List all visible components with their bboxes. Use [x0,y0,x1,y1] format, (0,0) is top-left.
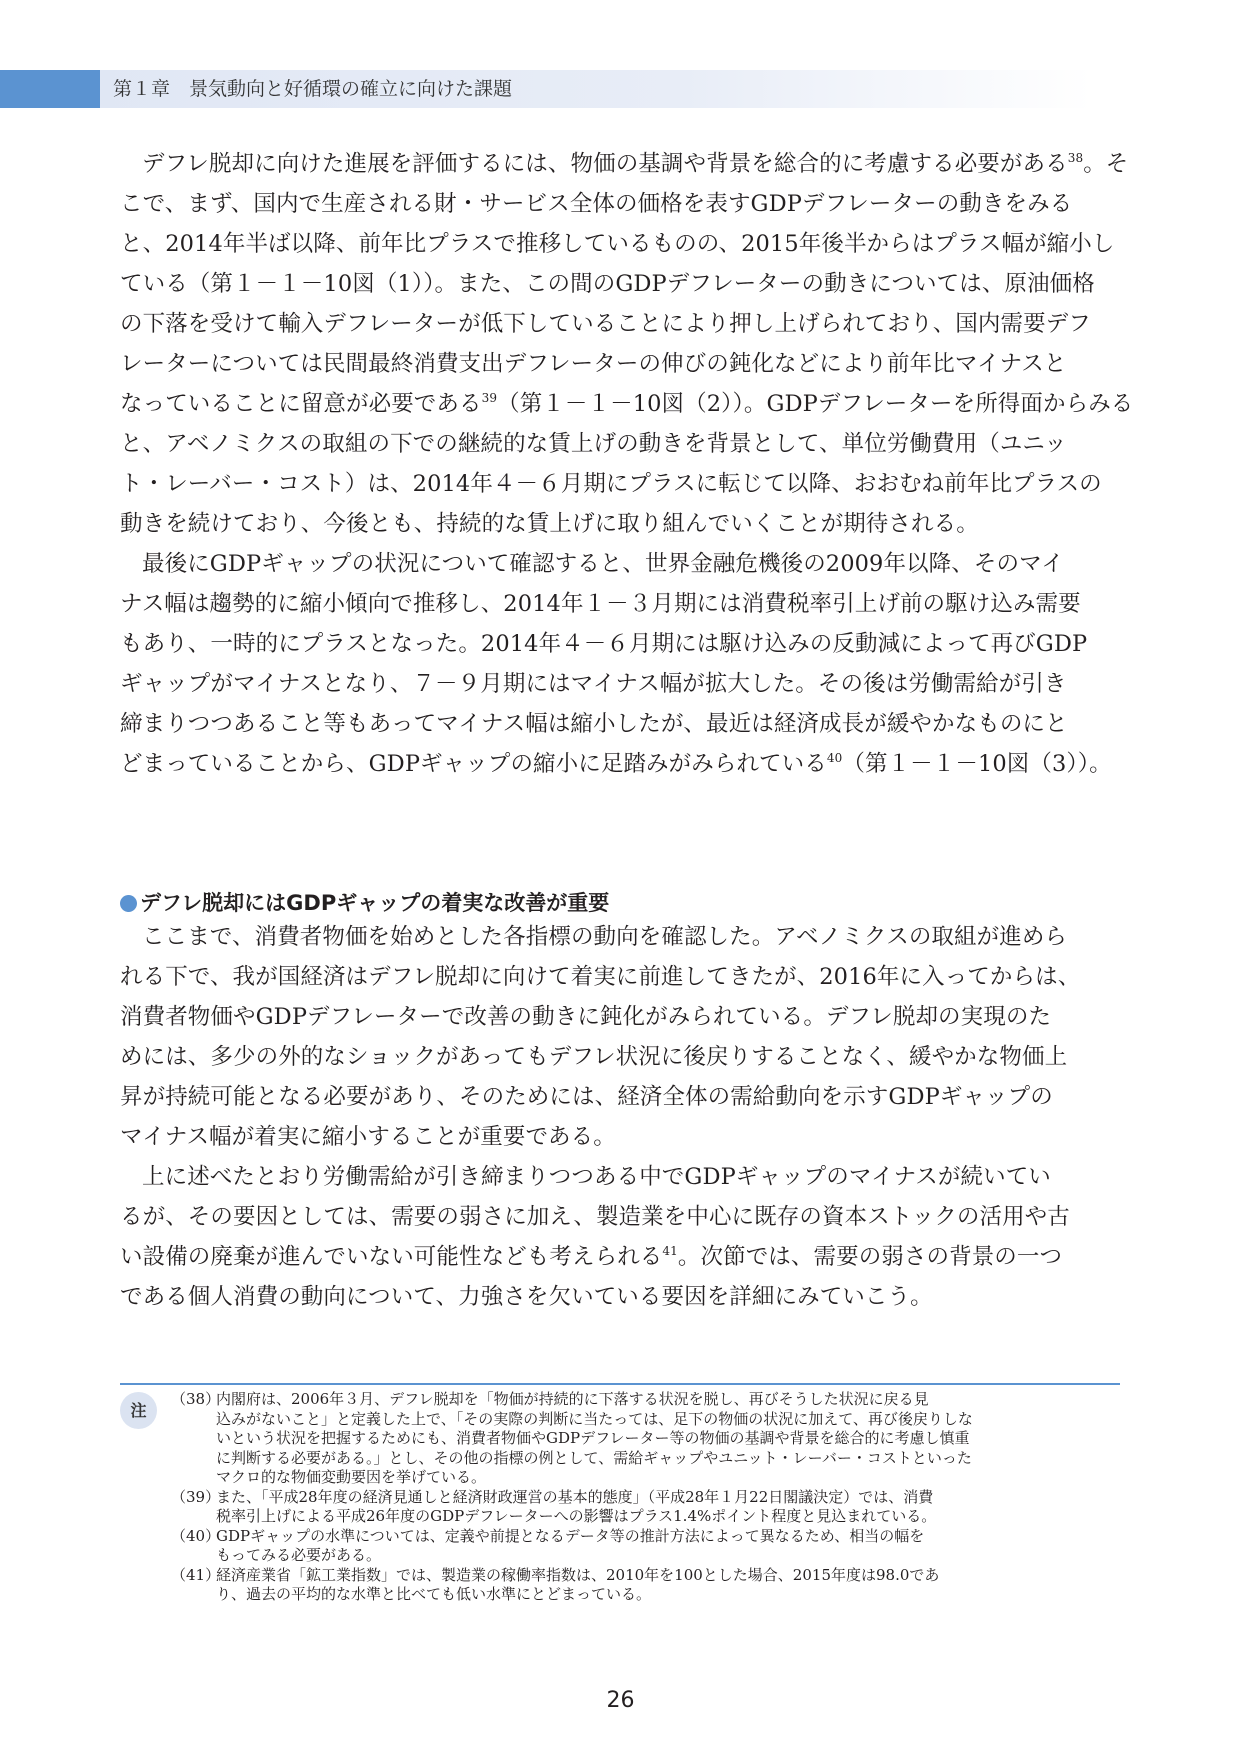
footnote-line: マクロ的な物価変動要因を挙げている。 [216,1468,487,1486]
text-line-body: 最後にGDPギャップの状況について確認すると、世界金融危機後の2009年以降、そのマイ [142,551,1064,577]
text-line-body: ここまで、消費者物価を始めとした各指標の動向を確認した。アベノミクスの取組が進めら [142,924,1068,950]
footnote-line: 税率引上げによる平成26年度のGDPデフレーターへの影響はプラス1.4%ポイント程度と見込まれている。 [216,1507,937,1525]
text-line-body: 消費者物価やGDPデフレーターで改善の動きに鈍化がみられている。デフレ脱却の実現のた [120,1004,1052,1030]
text-line-body: 動きを続けており、今後とも、持続的な賃上げに取り組んでいくことが期待される。 [120,511,979,537]
text-line-body: 上に述べたとおり労働需給が引き締まりつつある中でGDPギャップのマイナスが続いてい [142,1164,1051,1190]
footnote-line: もってみる必要がある。 [216,1546,382,1564]
text-line-tail: （第１－１－10図（2））。GDPデフレーターを所得面からみる [497,391,1134,417]
paragraph [120,544,1120,784]
chapter-header [0,70,1241,108]
text-line-body: 昇が持続可能となる必要があり、そのためには、経済全体の需給動向を示すGDPギャップの [120,1084,1053,1110]
text-line-body: と、2014年半ば以降、前年比プラスで推移しているものの、2015年後半からはプラス幅が縮小し [120,231,1115,257]
text-line [120,1157,1120,1197]
footnotes [171,1390,1123,1605]
text-line-body: ト・レーバー・コスト）は、2014年４－６月期にプラスに転じて以降、おおむね前年比プラスの [120,471,1102,497]
text-line [120,584,1120,624]
text-line [120,184,1120,224]
text-line [120,957,1120,997]
text-line [120,344,1120,384]
page-number: 26 [606,1688,635,1713]
footnote-line: GDPギャップの水準については、定義や前提となるデータ等の推計方法によって異なるため、相当の幅を [216,1526,925,1545]
text-line-body: い設備の廃棄が進んでいない可能性なども考えられる [120,1244,663,1270]
notes-divider [120,1383,1120,1385]
paragraph [120,1157,1120,1317]
text-line [120,264,1120,304]
footnote-number: （40） [171,1526,221,1545]
text-line-body: るが、その要因としては、需要の弱さに加え、製造業を中心に既存の資本ストックの活用や古 [120,1204,1070,1230]
text-line [120,624,1120,664]
footnote-number: （39） [171,1487,221,1506]
text-line [120,1037,1120,1077]
paragraph [120,917,1120,1157]
text-line [120,224,1120,264]
text-line-body: れる下で、我が国経済はデフレ脱却に向けて着実に前進してきたが、2016年に入ってからは、 [120,964,1081,990]
footnote-item [171,1527,1123,1566]
text-line [120,1237,1120,1277]
footnote-item [171,1488,1123,1527]
text-line [120,704,1120,744]
text-line-body: ギャップがマイナスとなり、７－９月期にはマイナス幅が拡大した。その後は労働需給が引き [120,671,1067,697]
chapter-title [113,70,512,108]
footnote-line: また、「平成28年度の経済見通しと経済財政運営の基本的態度」（平成28年１月22日閣議決定）では、消費 [216,1487,934,1506]
footnote-reference: 41 [662,1244,678,1258]
footnote-reference: 38 [1067,151,1084,165]
text-line-body: どまっていることから、GDPギャップの縮小に足踏みがみられている [120,751,827,777]
footnote-line: り、過去の平均的な水準と比べても低い水準にとどまっている。 [216,1585,652,1603]
text-line-body: と、アベノミクスの取組の下での継続的な賃上げの動きを背景として、単位労働費用（ユニッ [120,431,1067,457]
text-line-body: デフレ脱却に向けた進展を評価するには、物価の基調や背景を総合的に考慮する必要がある [142,151,1068,177]
text-line-body: こで、まず、国内で生産される財・サービス全体の価格を表すGDPデフレーターの動きをみる [120,191,1073,217]
text-line [120,1197,1120,1237]
text-line-body: ている（第１－１－10図（1））。また、この間のGDPデフレーターの動きについては、原油価格 [120,271,1095,297]
text-line [120,144,1129,184]
text-line-body: めには、多少の外的なショックがあってもデフレ状況に後戻りすることなく、緩やかな物価上 [120,1044,1068,1070]
text-line-tail: 。そ [1083,151,1129,177]
paragraph-group-1 [120,144,1134,784]
text-line [120,544,1120,584]
notes-label: 注 [120,1392,157,1429]
text-line [120,664,1120,704]
footnote-line: 込みがないこと」と定義した上で、「その実際の判断に当たっては、足下の物価の状況に加えて、再び後戻りしな [216,1409,973,1428]
text-line [120,997,1120,1037]
section-heading-text: デフレ脱却にはGDPギャップの着実な改善が重要 [140,891,610,915]
text-line-body: レーターについては民間最終消費支出デフレーターの伸びの鈍化などにより前年比マイナスと [120,351,1067,377]
chapter-number: 第１章 [113,78,171,100]
footnote-number: （41） [171,1565,221,1584]
text-line-tail: 。次節では、需要の弱さの背景の一つ [677,1244,1063,1270]
footnote-reference: 39 [481,391,498,405]
footnote-item [171,1390,1123,1488]
text-line [120,504,1120,544]
text-line [120,1277,1120,1317]
footnote-reference: 40 [826,751,843,765]
text-line [120,744,1120,784]
section-heading [120,886,609,920]
paragraph-group-2 [120,917,1120,1317]
text-line [120,424,1120,464]
text-line-body: ナス幅は趨勢的に縮小傾向で推移し、2014年１－３月期には消費税率引上げ前の駆け込み需要 [120,591,1081,617]
chapter-tab [0,70,100,108]
footnote-item [171,1566,1123,1605]
footnote-number: （38） [171,1390,221,1408]
text-line-body: マイナス幅が着実に縮小することが重要である。 [120,1124,616,1150]
footnote-line: 内閣府は、2006年３月、デフレ脱却を「物価が持続的に下落する状況を脱し、再びそうした状況に戻る見 [216,1390,929,1408]
footnote-line: いという状況を把握するためにも、消費者物価やGDPデフレーター等の物価の基調や背景を総合的に考慮し慎重 [216,1429,970,1447]
text-line-tail: （第１－１－10図（3））。 [842,751,1112,777]
text-line [120,304,1120,344]
chapter-name: 景気動向と好循環の確立に向けた課題 [189,78,513,100]
text-line [120,1077,1120,1117]
paragraph [120,144,1134,544]
text-line [120,1117,1120,1157]
text-line [120,917,1120,957]
footnote-line: に判断する必要がある。」とし、その他の指標の例として、需給ギャップやユニット・レーバー・コストといった [216,1448,972,1467]
text-line [120,464,1120,504]
text-line-body: なっていることに留意が必要である [120,391,482,417]
text-line-body: である個人消費の動向について、力強さを欠いている要因を詳細にみていこう。 [120,1284,933,1310]
text-line-body: 締まりつつあること等もあってマイナス幅は縮小したが、最近は経済成長が緩やかなものにと [120,711,1068,737]
bullet-circle-icon [120,895,137,912]
text-line-body: もあり、一時的にプラスとなった。2014年４－６月期には駆け込みの反動減によって再びGDP [120,631,1088,657]
text-line [120,384,1134,424]
text-line-body: の下落を受けて輸入デフレーターが低下していることにより押し上げられており、国内需要デフ [120,311,1091,337]
footnote-line: 経済産業省「鉱工業指数」では、製造業の稼働率指数は、2010年を100とした場合、2015年度は98.0であ [216,1565,940,1584]
